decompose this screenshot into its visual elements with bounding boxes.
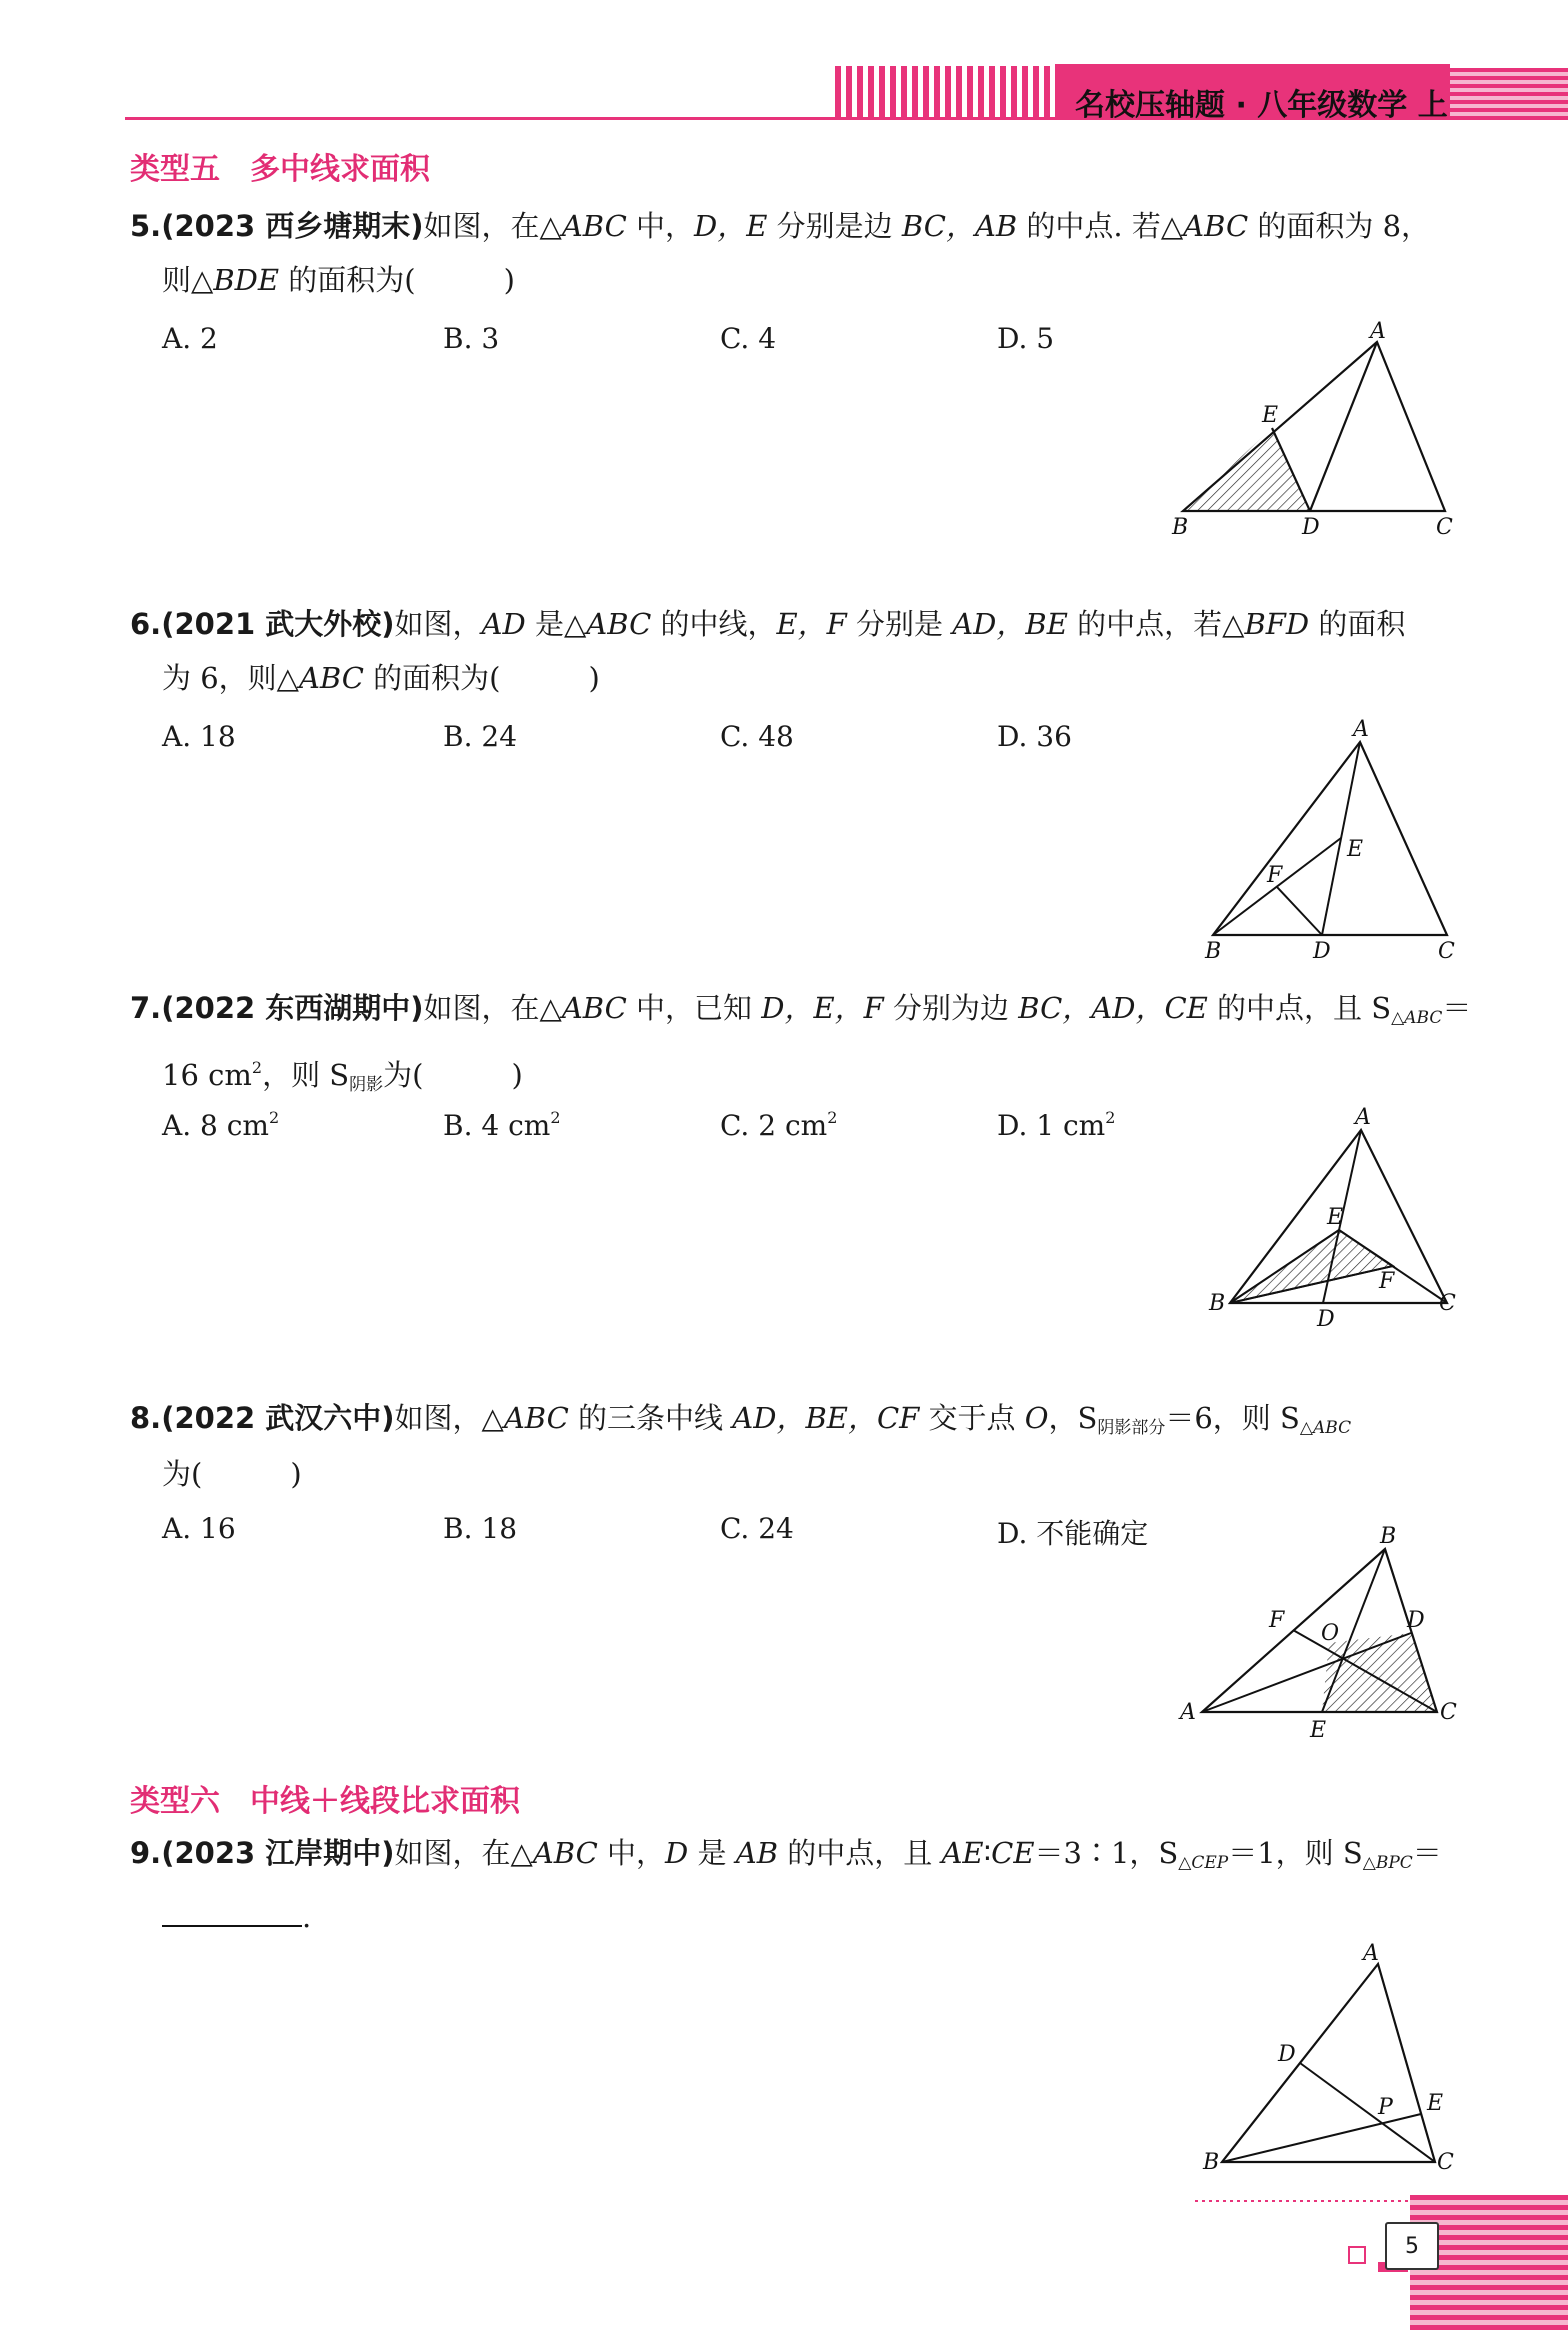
label-f: F — [1267, 863, 1283, 888]
label-b: B — [1205, 939, 1222, 964]
question-number: 7. — [130, 991, 162, 1025]
question-8-line2: 为( ) — [162, 1457, 302, 1491]
label-f: F — [1379, 1269, 1395, 1294]
section-title-type5: 类型五 多中线求面积 — [130, 152, 430, 187]
header-decor-stripes — [1450, 68, 1568, 120]
question-source: (2023 西乡塘期末) — [161, 209, 424, 243]
label-c: C — [1438, 939, 1455, 964]
figure-q5 — [1160, 320, 1460, 540]
label-c: C — [1436, 515, 1453, 540]
triangle-abc — [1222, 1964, 1435, 2162]
label-c: C — [1439, 1291, 1456, 1316]
option-c[interactable]: C. 48 — [720, 720, 794, 753]
label-o: O — [1321, 1621, 1340, 1646]
header-rule — [125, 117, 1065, 120]
question-source: (2021 武大外校) — [161, 607, 395, 641]
answer-blank[interactable] — [162, 1895, 302, 1927]
option-b[interactable]: B. 4 $cm^2$ — [443, 1108, 561, 1142]
option-c[interactable]: C. 4 — [720, 322, 777, 355]
option-c[interactable]: C. 2 $cm^2$ — [720, 1108, 838, 1142]
label-f: F — [1269, 1608, 1285, 1633]
question-6-line2: 为 6，则△ABC 的面积为( ) — [162, 661, 600, 695]
option-d[interactable]: D. 不能确定 — [997, 1517, 1149, 1550]
label-p: P — [1378, 2095, 1393, 2120]
label-a: A — [1180, 1700, 1196, 1725]
question-8-line1: 8.(2022 武汉六中)如图，△ABC 的三条中线 AD，BE，CF 交于点 O，$S_{阴影部分}=6$，则 $S_{\triangle ABC}$ — [130, 1401, 1352, 1438]
label-e: E — [1262, 403, 1279, 428]
figure-q7 — [1195, 1100, 1470, 1340]
segment-ad — [1310, 342, 1377, 511]
triangle-abc — [1213, 742, 1447, 935]
label-e: E — [1347, 837, 1364, 862]
question-number: 8. — [130, 1401, 162, 1435]
label-e: E — [1327, 1205, 1344, 1230]
option-a[interactable]: A. 8 $cm^2$ — [162, 1108, 280, 1142]
label-d: D — [1302, 515, 1320, 540]
question-9-answer-line[interactable]: . — [162, 1895, 311, 1937]
option-a[interactable]: A. 2 — [162, 322, 218, 355]
label-e: E — [1427, 2091, 1444, 2116]
page-number: 5 — [1385, 2222, 1439, 2270]
option-b[interactable]: B. 18 — [443, 1512, 518, 1545]
label-c: C — [1440, 1700, 1457, 1725]
label-b: B — [1380, 1524, 1397, 1549]
segment-fd — [1277, 887, 1322, 935]
label-b: B — [1209, 1291, 1226, 1316]
label-a: A — [1353, 717, 1369, 742]
question-source: (2022 武汉六中) — [161, 1401, 395, 1435]
option-d[interactable]: D. 36 — [997, 720, 1072, 753]
label-d: D — [1313, 939, 1331, 964]
question-6-line1: 6.(2021 武大外校)如图，AD 是△ABC 的中线，E，F 分别是 AD，BE 的中点，若△BFD 的面积 — [130, 607, 1406, 641]
option-b[interactable]: B. 24 — [443, 720, 518, 753]
label-a: A — [1370, 319, 1386, 344]
question-7-line2: 16 $cm^2$，则 $S_{阴影}$为( ) — [162, 1058, 523, 1095]
option-a[interactable]: A. 16 — [162, 1512, 236, 1545]
question-5-line2: 则△BDE 的面积为( ) — [162, 263, 515, 297]
option-b[interactable]: B. 3 — [443, 322, 500, 355]
question-number: 6. — [130, 607, 162, 641]
segment-cd — [1300, 2063, 1435, 2162]
label-d: D — [1278, 2042, 1296, 2067]
label-d: D — [1317, 1307, 1335, 1332]
figure-q9 — [1195, 1942, 1470, 2177]
question-source: (2022 东西湖期中) — [161, 991, 424, 1025]
label-a: A — [1363, 1941, 1379, 1966]
label-c: C — [1437, 2150, 1454, 2175]
section-title-type6: 类型六 中线＋线段比求面积 — [130, 1784, 520, 1819]
question-source: (2023 江岸期中) — [161, 1836, 395, 1870]
question-9-line1: 9.(2023 江岸期中)如图，在△ABC 中，D 是 AB 的中点，且 AE∶CE＝3∶1，$S_{\triangle CEP}=1$，则 $S_{\triangle BPC}=$ — [130, 1836, 1442, 1873]
label-e: E — [1310, 1718, 1327, 1743]
footer-dots — [1195, 2200, 1410, 2202]
question-number: 5. — [130, 209, 162, 243]
book-title: 名校压轴题 · 八年级数学 上 — [1075, 88, 1448, 123]
header-stripes — [835, 66, 1065, 118]
figure-q6 — [1195, 717, 1465, 964]
label-d: D — [1407, 1608, 1425, 1633]
question-5-line1: 5.(2023 西乡塘期末)如图，在△ABC 中，D，E 分别是边 BC，AB 的中点. 若△ABC 的面积为 8， — [130, 209, 1431, 243]
segment-be — [1222, 2114, 1421, 2162]
page-marker-square — [1348, 2246, 1366, 2264]
option-d[interactable]: D. 1 $cm^2$ — [997, 1108, 1116, 1142]
label-b: B — [1172, 515, 1189, 540]
shaded-triangle-bef — [1230, 1230, 1393, 1303]
option-d[interactable]: D. 5 — [997, 322, 1055, 355]
label-b: B — [1203, 2150, 1220, 2175]
label-a: A — [1355, 1105, 1371, 1130]
question-number: 9. — [130, 1836, 162, 1870]
option-c[interactable]: C. 24 — [720, 1512, 794, 1545]
question-7-line1: 7.(2022 东西湖期中)如图，在△ABC 中，已知 D，E，F 分别为边 BC，AD，CE 的中点，且 $S_{\triangle ABC}=$ — [130, 991, 1472, 1028]
figure-q8 — [1175, 1515, 1470, 1745]
option-a[interactable]: A. 18 — [162, 720, 236, 753]
